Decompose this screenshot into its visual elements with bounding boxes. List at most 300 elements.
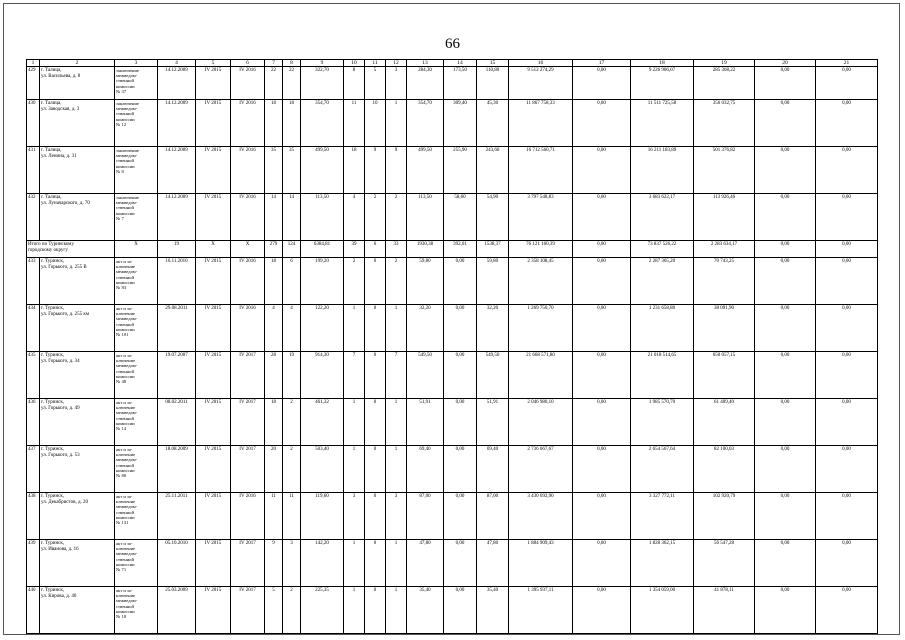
table-body: [27, 60, 878, 634]
row-col-10: 1: [344, 587, 365, 634]
row-document: акт и за- ключение межведом- ственной комиссии № 14: [115, 399, 158, 446]
row-col-7: 5: [265, 587, 283, 634]
column-number-8: 8: [283, 60, 301, 67]
row-date: 14.12.2009: [158, 100, 196, 147]
row-planned-date: IV 2015: [196, 540, 231, 587]
row-col-9: 354,70: [301, 100, 344, 147]
row-col-13: 51,91: [407, 399, 444, 446]
row-col-10: 3: [344, 493, 365, 540]
row-col-18: 2 654 567,64: [631, 446, 694, 493]
row-col-7: 18: [265, 399, 283, 446]
row-col-17: 0,00: [573, 352, 631, 399]
row-planned-date: IV 2015: [196, 67, 231, 100]
row-address: г. Туринск, ул. Горького, д. 53: [40, 446, 115, 493]
table-row: [27, 67, 878, 100]
row-number: 434: [27, 305, 40, 352]
total-col-7: 279: [265, 241, 283, 258]
row-col-8: 3: [283, 540, 301, 587]
row-col-12: 9: [386, 147, 407, 194]
total-col-13: 1930,38: [407, 241, 444, 258]
row-col-12: 3: [386, 493, 407, 540]
total-col-18: 73 837 526,22: [631, 241, 694, 258]
row-col-19: 285 368,22: [694, 67, 755, 100]
row-col-8: 22: [283, 67, 301, 100]
row-col-13: 32,20: [407, 305, 444, 352]
row-col-12: 2: [386, 194, 407, 241]
row-planned-date: IV 2015: [196, 194, 231, 241]
row-col-11: 9: [365, 147, 386, 194]
table-row: [27, 352, 878, 399]
row-col-11: 0: [365, 587, 386, 634]
row-col-21: 0,00: [816, 540, 878, 587]
row-end-date: IV 2016: [231, 67, 265, 100]
row-col-10: 8: [344, 67, 365, 100]
row-planned-date: IV 2015: [196, 258, 231, 305]
row-col-15: 32,20: [477, 305, 509, 352]
column-number-13: 13: [407, 60, 444, 67]
row-planned-date: IV 2015: [196, 446, 231, 493]
row-col-19: 41 878,11: [694, 587, 755, 634]
total-col-4: 19: [158, 241, 196, 258]
row-col-11: 0: [365, 258, 386, 305]
row-col-12: 1: [386, 540, 407, 587]
row-col-18: 1 231 658,80: [631, 305, 694, 352]
total-col-16: 76 121 160,39: [509, 241, 573, 258]
row-col-19: 38 091,90: [694, 305, 755, 352]
row-date: 25.11.2011: [158, 493, 196, 540]
row-document: заключение межведом- ственной комиссии № 7: [115, 194, 158, 241]
row-col-7: 9: [265, 540, 283, 587]
row-document: акт и за- ключение межведом- ственной комиссии № 48: [115, 352, 158, 399]
row-col-13: 354,70: [407, 100, 444, 147]
row-col-21: 0,00: [816, 258, 878, 305]
row-end-date: IV 2016: [231, 258, 265, 305]
table-row: [27, 305, 878, 352]
row-col-17: 0,00: [573, 258, 631, 305]
total-row: [27, 241, 878, 258]
row-col-15: 45,30: [477, 100, 509, 147]
row-col-17: 0,00: [573, 587, 631, 634]
row-col-18: 1 985 570,70: [631, 399, 694, 446]
row-address: г. Туринск, ул. Горького, д. 255 В: [40, 258, 115, 305]
row-col-19: 56 547,28: [694, 540, 755, 587]
row-col-18: 1 354 059,00: [631, 587, 694, 634]
total-col-14: 392,01: [444, 241, 477, 258]
row-col-7: 18: [265, 100, 283, 147]
row-col-19: 82 100,03: [694, 446, 755, 493]
row-col-13: 549,50: [407, 352, 444, 399]
row-col-21: 0,00: [816, 100, 878, 147]
column-number-10: 10: [344, 60, 365, 67]
column-number-6: 6: [231, 60, 265, 67]
row-address: г. Талица, ул. Заводская, д. 3: [40, 100, 115, 147]
row-address: г. Туринск, ул. Горького, д. 255 км: [40, 305, 115, 352]
row-col-15: 549,50: [477, 352, 509, 399]
row-col-9: 142,20: [301, 540, 344, 587]
row-end-date: IV 2017: [231, 352, 265, 399]
row-document: акт и за- ключение межведом- ственной комиссии № 101: [115, 305, 158, 352]
row-col-16: 2 046 980,10: [509, 399, 573, 446]
row-col-17: 0,00: [573, 399, 631, 446]
row-col-7: 11: [265, 493, 283, 540]
row-col-15: 110,80: [477, 67, 509, 100]
row-col-14: 0,00: [444, 399, 477, 446]
row-col-13: 113,50: [407, 194, 444, 241]
row-col-7: 28: [265, 352, 283, 399]
row-col-10: 1: [344, 305, 365, 352]
row-col-9: 113,50: [301, 194, 344, 241]
row-col-18: 3 327 772,11: [631, 493, 694, 540]
row-col-9: 119,60: [301, 493, 344, 540]
row-col-7: 14: [265, 194, 283, 241]
row-col-13: 59,80: [407, 258, 444, 305]
row-col-20: 0,00: [755, 587, 816, 634]
row-col-20: 0,00: [755, 67, 816, 100]
row-planned-date: IV 2015: [196, 493, 231, 540]
row-date: 14.12.2009: [158, 67, 196, 100]
row-end-date: IV 2016: [231, 194, 265, 241]
table-row: [27, 587, 878, 634]
row-col-16: 9 512 274,29: [509, 67, 573, 100]
table-row: [27, 399, 878, 446]
row-col-20: 0,00: [755, 305, 816, 352]
row-document: акт и за- ключение межведом- ственной комиссии № 80: [115, 446, 158, 493]
row-col-14: 0,00: [444, 446, 477, 493]
row-col-15: 35,40: [477, 587, 509, 634]
row-col-17: 0,00: [573, 305, 631, 352]
row-col-20: 0,00: [755, 446, 816, 493]
row-number: 430: [27, 100, 40, 147]
column-number-4: 4: [158, 60, 196, 67]
row-col-21: 0,00: [816, 446, 878, 493]
row-col-15: 69,40: [477, 446, 509, 493]
row-col-12: 7: [386, 352, 407, 399]
row-col-10: 7: [344, 352, 365, 399]
row-col-16: 1 269 750,70: [509, 305, 573, 352]
row-col-9: 322,70: [301, 67, 344, 100]
row-number: 433: [27, 258, 40, 305]
row-planned-date: IV 2015: [196, 100, 231, 147]
row-col-10: 11: [344, 100, 365, 147]
total-col-12: 33: [386, 241, 407, 258]
row-address: г. Талица, ул. Луначарского, д. 70: [40, 194, 115, 241]
row-col-20: 0,00: [755, 258, 816, 305]
row-date: 25.03.2009: [158, 587, 196, 634]
row-col-8: 18: [283, 100, 301, 147]
row-col-20: 0,00: [755, 540, 816, 587]
row-number: 429: [27, 67, 40, 100]
row-col-14: 309,40: [444, 100, 477, 147]
row-col-15: 51,91: [477, 399, 509, 446]
row-col-15: 47,80: [477, 540, 509, 587]
row-date: 14.12.2009: [158, 147, 196, 194]
table-row: [27, 493, 878, 540]
row-col-21: 0,00: [816, 587, 878, 634]
row-col-8: 2: [283, 446, 301, 493]
row-col-16: 21 668 571,80: [509, 352, 573, 399]
row-end-date: IV 2016: [231, 100, 265, 147]
row-col-20: 0,00: [755, 147, 816, 194]
row-planned-date: IV 2015: [196, 587, 231, 634]
row-col-21: 0,00: [816, 493, 878, 540]
row-col-18: 1 828 362,15: [631, 540, 694, 587]
row-col-11: 0: [365, 446, 386, 493]
row-col-19: 356 032,75: [694, 100, 755, 147]
row-col-14: 0,00: [444, 258, 477, 305]
total-col-3: X: [115, 241, 158, 258]
row-col-13: 35,40: [407, 587, 444, 634]
row-col-11: 0: [365, 305, 386, 352]
row-col-14: 0,00: [444, 493, 477, 540]
row-col-17: 0,00: [573, 493, 631, 540]
row-col-21: 0,00: [816, 194, 878, 241]
total-col-15: 1538,37: [477, 241, 509, 258]
row-col-9: 199,20: [301, 258, 344, 305]
row-col-21: 0,00: [816, 305, 878, 352]
column-number-11: 11: [365, 60, 386, 67]
row-col-14: 0,00: [444, 540, 477, 587]
total-col-9: 6384,81: [301, 241, 344, 258]
row-address: г. Туринск, ул. Декабристов, д. 20: [40, 493, 115, 540]
row-col-8: 6: [283, 258, 301, 305]
row-col-16: 16 712 560,71: [509, 147, 573, 194]
column-number-12: 12: [386, 60, 407, 67]
column-number-2: 2: [40, 60, 115, 67]
row-col-10: 2: [344, 258, 365, 305]
row-document: заключение межведом- ственной комиссии № 37: [115, 67, 158, 100]
row-col-12: 1: [386, 399, 407, 446]
row-number: 435: [27, 352, 40, 399]
row-col-18: 9 226 906,07: [631, 67, 694, 100]
total-col-20: 0,00: [755, 241, 816, 258]
row-col-16: 11 867 758,33: [509, 100, 573, 147]
row-col-15: 59,80: [477, 258, 509, 305]
column-number-7: 7: [265, 60, 283, 67]
row-number: 438: [27, 493, 40, 540]
row-col-18: 16 211 183,89: [631, 147, 694, 194]
row-col-19: 113 926,46: [694, 194, 755, 241]
row-col-15: 243,60: [477, 147, 509, 194]
row-col-9: 122,20: [301, 305, 344, 352]
total-label: Итого по Туринскому городскому округу: [27, 241, 115, 258]
row-col-14: 173,50: [444, 67, 477, 100]
total-col-6: X: [231, 241, 265, 258]
row-col-10: 4: [344, 194, 365, 241]
row-date: 29.08.2011: [158, 305, 196, 352]
column-number-20: 20: [755, 60, 816, 67]
row-col-21: 0,00: [816, 399, 878, 446]
row-number: 437: [27, 446, 40, 493]
row-col-16: 1 884 909,43: [509, 540, 573, 587]
row-address: г. Туринск, ул. Горького, д. 34: [40, 352, 115, 399]
row-col-7: 18: [265, 258, 283, 305]
row-col-12: 1: [386, 587, 407, 634]
column-number-21: 21: [816, 60, 878, 67]
column-number-15: 15: [477, 60, 509, 67]
row-col-8: 11: [283, 493, 301, 540]
column-number-17: 17: [573, 60, 631, 67]
row-col-17: 0,00: [573, 540, 631, 587]
row-col-11: 0: [365, 352, 386, 399]
row-date: 16.11.2010: [158, 258, 196, 305]
row-col-16: 2 358 108,45: [509, 258, 573, 305]
row-col-10: 1: [344, 446, 365, 493]
row-number: 432: [27, 194, 40, 241]
row-col-15: 54,90: [477, 194, 509, 241]
row-date: 19.07.2007: [158, 352, 196, 399]
row-col-7: 22: [265, 67, 283, 100]
total-col-17: 0,00: [573, 241, 631, 258]
row-date: 18.08.2009: [158, 446, 196, 493]
row-col-16: 3 797 548,83: [509, 194, 573, 241]
column-number-19: 19: [694, 60, 755, 67]
row-col-20: 0,00: [755, 194, 816, 241]
total-col-11: 6: [365, 241, 386, 258]
row-end-date: IV 2016: [231, 305, 265, 352]
row-col-11: 5: [365, 67, 386, 100]
row-date: 08.02.2011: [158, 399, 196, 446]
row-address: г. Талица, ул. Васильева, д. 8: [40, 67, 115, 100]
row-col-8: 35: [283, 147, 301, 194]
row-col-7: 4: [265, 305, 283, 352]
row-col-15: 87,00: [477, 493, 509, 540]
row-col-19: 501 376,82: [694, 147, 755, 194]
row-col-19: 61 409,40: [694, 399, 755, 446]
row-col-18: 3 683 622,17: [631, 194, 694, 241]
row-col-20: 0,00: [755, 493, 816, 540]
row-col-21: 0,00: [816, 147, 878, 194]
column-number-1: 1: [27, 60, 40, 67]
row-col-18: 11 511 725,58: [631, 100, 694, 147]
row-planned-date: IV 2015: [196, 147, 231, 194]
table-row: [27, 258, 878, 305]
row-col-16: 2 736 667,67: [509, 446, 573, 493]
row-col-14: 0,00: [444, 305, 477, 352]
row-col-20: 0,00: [755, 352, 816, 399]
row-col-13: 499,50: [407, 147, 444, 194]
row-date: 14.12.2009: [158, 194, 196, 241]
row-col-11: 10: [365, 100, 386, 147]
row-col-17: 0,00: [573, 100, 631, 147]
row-end-date: IV 2017: [231, 399, 265, 446]
row-col-18: 2 287 365,20: [631, 258, 694, 305]
row-col-9: 225,35: [301, 587, 344, 634]
total-col-8: 124: [283, 241, 301, 258]
total-col-21: 0,00: [816, 241, 878, 258]
table-row: [27, 446, 878, 493]
column-number-9: 9: [301, 60, 344, 67]
row-col-20: 0,00: [755, 399, 816, 446]
row-col-21: 0,00: [816, 67, 878, 100]
row-col-11: 0: [365, 540, 386, 587]
row-number: 440: [27, 587, 40, 634]
row-end-date: IV 2016: [231, 493, 265, 540]
row-col-16: 3 430 692,90: [509, 493, 573, 540]
column-number-5: 5: [196, 60, 231, 67]
column-number-3: 3: [115, 60, 158, 67]
row-document: акт и за- ключение межведом- ственной комиссии № 83: [115, 258, 158, 305]
row-number: 439: [27, 540, 40, 587]
total-col-5: X: [196, 241, 231, 258]
column-number-14: 14: [444, 60, 477, 67]
row-end-date: IV 2017: [231, 587, 265, 634]
row-col-13: 87,00: [407, 493, 444, 540]
row-col-13: 47,80: [407, 540, 444, 587]
row-document: акт и за- ключение межведом- ственной комиссии № 71: [115, 540, 158, 587]
row-col-8: 14: [283, 194, 301, 241]
housing-register-table: [26, 59, 878, 634]
row-number: 436: [27, 399, 40, 446]
row-col-14: 255,90: [444, 147, 477, 194]
row-col-8: 2: [283, 587, 301, 634]
total-col-10: 39: [344, 241, 365, 258]
row-col-12: 3: [386, 67, 407, 100]
row-address: г. Туринск, ул. Кирова, д. 40: [40, 587, 115, 634]
row-document: заключение межведом- ственной комиссии № 12: [115, 100, 158, 147]
row-col-9: 503,40: [301, 446, 344, 493]
row-col-10: 1: [344, 399, 365, 446]
row-col-21: 0,00: [816, 352, 878, 399]
row-col-8: 2: [283, 399, 301, 446]
row-address: г. Талица, ул. Ленина, д. 31: [40, 147, 115, 194]
row-document: акт и за- ключение межведом- ственной комиссии № 131: [115, 493, 158, 540]
row-planned-date: IV 2015: [196, 352, 231, 399]
row-document: акт и за- ключение межведом- ственной комиссии № 18: [115, 587, 158, 634]
total-col-19: 2 283 634,17: [694, 241, 755, 258]
row-date: 05.10.2010: [158, 540, 196, 587]
row-col-18: 21 018 514,65: [631, 352, 694, 399]
page-number: 66: [445, 36, 460, 52]
row-col-12: 1: [386, 100, 407, 147]
row-col-19: 650 057,15: [694, 352, 755, 399]
row-address: г. Туринск, ул. Иванова, д. 16: [40, 540, 115, 587]
row-col-7: 35: [265, 147, 283, 194]
column-number-16: 16: [509, 60, 573, 67]
row-address: г. Туринск, ул. Горького, д. 49: [40, 399, 115, 446]
row-col-13: 284,30: [407, 67, 444, 100]
row-col-20: 0,00: [755, 100, 816, 147]
table-row: [27, 194, 878, 241]
row-col-8: 4: [283, 305, 301, 352]
row-col-14: 0,00: [444, 587, 477, 634]
row-planned-date: IV 2015: [196, 399, 231, 446]
row-col-14: 0,00: [444, 352, 477, 399]
row-col-9: 499,50: [301, 147, 344, 194]
row-col-8: 19: [283, 352, 301, 399]
row-col-10: 1: [344, 540, 365, 587]
table-row: [27, 147, 878, 194]
row-col-10: 18: [344, 147, 365, 194]
row-number: 431: [27, 147, 40, 194]
row-col-17: 0,00: [573, 67, 631, 100]
row-col-17: 0,00: [573, 194, 631, 241]
row-col-11: 0: [365, 399, 386, 446]
row-planned-date: IV 2015: [196, 305, 231, 352]
row-col-17: 0,00: [573, 147, 631, 194]
row-col-11: 0: [365, 493, 386, 540]
row-col-11: 2: [365, 194, 386, 241]
row-col-12: 2: [386, 258, 407, 305]
row-col-9: 914,30: [301, 352, 344, 399]
table-row: [27, 540, 878, 587]
row-end-date: IV 2017: [231, 540, 265, 587]
row-col-9: 461,32: [301, 399, 344, 446]
row-col-19: 70 743,25: [694, 258, 755, 305]
row-col-17: 0,00: [573, 446, 631, 493]
row-col-13: 69,40: [407, 446, 444, 493]
row-col-14: 58,60: [444, 194, 477, 241]
column-number-18: 18: [631, 60, 694, 67]
